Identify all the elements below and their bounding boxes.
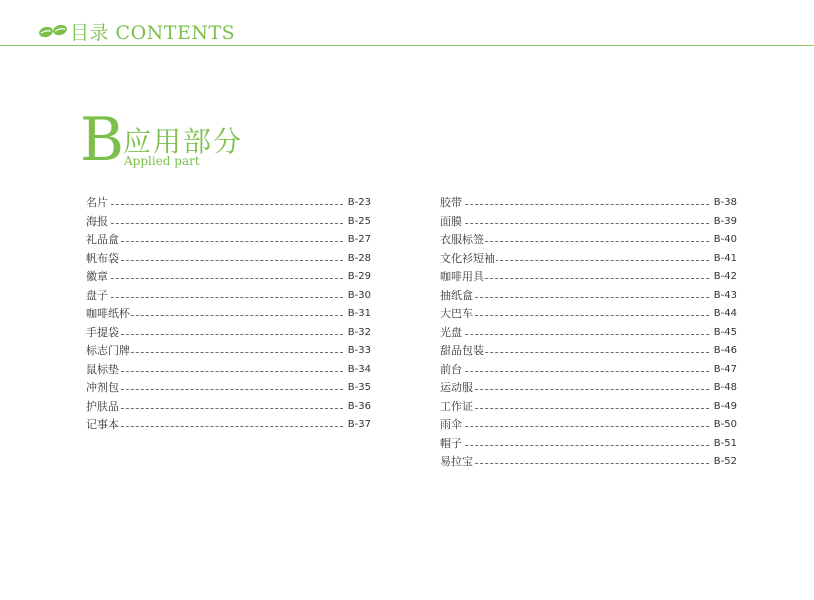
toc-entry-name: 帆布袋	[86, 250, 120, 269]
toc-entry[interactable]	[440, 416, 737, 435]
toc-entry-page: B-34	[346, 361, 371, 380]
toc-entry-name: 盘子	[86, 287, 109, 306]
toc-entry[interactable]	[440, 342, 737, 361]
toc-entry-page: B-31	[346, 305, 371, 324]
toc-dot-leader	[440, 389, 709, 390]
toc-entry-name: 手提袋	[86, 324, 120, 343]
toc-dot-leader	[86, 334, 343, 335]
toc-entry[interactable]	[440, 379, 737, 398]
toc-entry[interactable]	[440, 250, 737, 269]
toc-entry[interactable]	[440, 324, 737, 343]
toc-entry[interactable]	[440, 194, 737, 213]
toc-dot-leader	[86, 260, 343, 261]
toc-entry-name: 鼠标垫	[86, 361, 120, 380]
toc-entry[interactable]	[86, 305, 371, 324]
toc-entry-page: B-36	[346, 398, 371, 417]
toc-entry-name: 甜品包装	[440, 342, 485, 361]
toc-entry[interactable]	[86, 250, 371, 269]
toc-entry[interactable]	[440, 268, 737, 287]
toc-entry-page: B-51	[712, 435, 737, 454]
toc-entry[interactable]	[440, 435, 737, 454]
toc-entry-page: B-27	[346, 231, 371, 250]
toc-dot-leader	[86, 204, 343, 205]
toc-entry-page: B-43	[712, 287, 737, 306]
toc-entry[interactable]	[86, 194, 371, 213]
toc-entry[interactable]	[440, 305, 737, 324]
toc-dot-leader	[440, 334, 709, 335]
toc-entry-name: 雨伞	[440, 416, 463, 435]
toc-entry[interactable]	[86, 231, 371, 250]
toc-entry-page: B-47	[712, 361, 737, 380]
section-heading	[80, 105, 380, 176]
page-header	[0, 0, 814, 46]
toc-dot-leader	[440, 204, 709, 205]
toc-entry[interactable]	[86, 416, 371, 435]
toc-entry-page: B-50	[712, 416, 737, 435]
coffee-bean-icon	[38, 24, 68, 38]
toc-dot-leader	[86, 426, 343, 427]
toc-entry-page: B-28	[346, 250, 371, 269]
toc-dot-leader	[440, 371, 709, 372]
toc-entry-name: 咖啡纸杯	[86, 305, 131, 324]
toc-entry-page: B-25	[346, 213, 371, 232]
toc-entry-page: B-41	[712, 250, 737, 269]
toc-entry-name: 面膜	[440, 213, 463, 232]
toc-entry-name: 易拉宝	[440, 453, 474, 472]
toc-dot-leader	[86, 389, 343, 390]
toc-entry[interactable]	[86, 398, 371, 417]
toc-entry-name: 光盘	[440, 324, 463, 343]
toc-entry-name: 文化衫短袖	[440, 250, 496, 269]
toc-entry-name: 冲剂包	[86, 379, 120, 398]
toc-dot-leader	[440, 445, 709, 446]
toc-dot-leader	[86, 241, 343, 242]
toc-dot-leader	[440, 297, 709, 298]
toc-entry-page: B-45	[712, 324, 737, 343]
toc-entry[interactable]	[86, 361, 371, 380]
toc-entry-page: B-37	[346, 416, 371, 435]
toc-entry[interactable]	[440, 213, 737, 232]
toc-entry-name: 工作证	[440, 398, 474, 417]
toc-entry-name: 徽章	[86, 268, 109, 287]
toc-entry-page: B-52	[712, 453, 737, 472]
section-title-en: Applied part	[124, 154, 200, 168]
toc-dot-leader	[86, 408, 343, 409]
toc-dot-leader	[440, 426, 709, 427]
toc-entry-name: 前台	[440, 361, 463, 380]
toc-entry-name: 抽纸盒	[440, 287, 474, 306]
toc-entry-page: B-44	[712, 305, 737, 324]
toc-entry-page: B-38	[712, 194, 737, 213]
toc-entry-name: 衣服标签	[440, 231, 485, 250]
toc-entry-name: 名片	[86, 194, 109, 213]
toc-entry-page: B-30	[346, 287, 371, 306]
toc-entry-page: B-49	[712, 398, 737, 417]
toc-entry-name: 运动服	[440, 379, 474, 398]
toc-entry[interactable]	[86, 213, 371, 232]
toc-entry[interactable]	[86, 324, 371, 343]
toc-dot-leader	[440, 315, 709, 316]
toc-entry-name: 帽子	[440, 435, 463, 454]
toc-entry-page: B-42	[712, 268, 737, 287]
toc-dot-leader	[440, 408, 709, 409]
toc-entry-name: 记事本	[86, 416, 120, 435]
toc-dot-leader	[440, 463, 709, 464]
toc-entry[interactable]	[440, 287, 737, 306]
toc-entry-page: B-33	[346, 342, 371, 361]
toc-entry[interactable]	[86, 268, 371, 287]
toc-entry[interactable]	[440, 231, 737, 250]
toc-entry-page: B-32	[346, 324, 371, 343]
page-title: 目录 CONTENTS	[70, 22, 236, 44]
toc-entry-page: B-48	[712, 379, 737, 398]
toc-entry-name: 礼品盒	[86, 231, 120, 250]
toc-dot-leader	[86, 278, 343, 279]
toc-list-right	[440, 194, 737, 472]
toc-entry-page: B-23	[346, 194, 371, 213]
toc-entry-name: 大巴车	[440, 305, 474, 324]
toc-entry-page: B-29	[346, 268, 371, 287]
toc-entry[interactable]	[440, 361, 737, 380]
toc-entry-name: 护肤品	[86, 398, 120, 417]
toc-entry-page: B-46	[712, 342, 737, 361]
section-title-cn: 应用部分	[123, 125, 244, 158]
toc-entry-page: B-39	[712, 213, 737, 232]
toc-entry-name: 胶带	[440, 194, 463, 213]
toc-dot-leader	[440, 223, 709, 224]
toc-dot-leader	[86, 223, 343, 224]
toc-entry[interactable]	[86, 379, 371, 398]
toc-entry-page: B-40	[712, 231, 737, 250]
toc-dot-leader	[86, 297, 343, 298]
header-divider	[0, 45, 814, 46]
toc-entry[interactable]	[440, 453, 737, 472]
toc-list-left	[86, 194, 371, 435]
toc-entry-name: 海报	[86, 213, 109, 232]
toc-entry[interactable]	[440, 398, 737, 417]
toc-entry-page: B-35	[346, 379, 371, 398]
toc-entry[interactable]	[86, 342, 371, 361]
toc-entry-name: 咖啡用具	[440, 268, 485, 287]
toc-entry-name: 标志门牌	[86, 342, 131, 361]
section-letter: B	[80, 105, 125, 175]
toc-entry[interactable]	[86, 287, 371, 306]
toc-dot-leader	[86, 371, 343, 372]
